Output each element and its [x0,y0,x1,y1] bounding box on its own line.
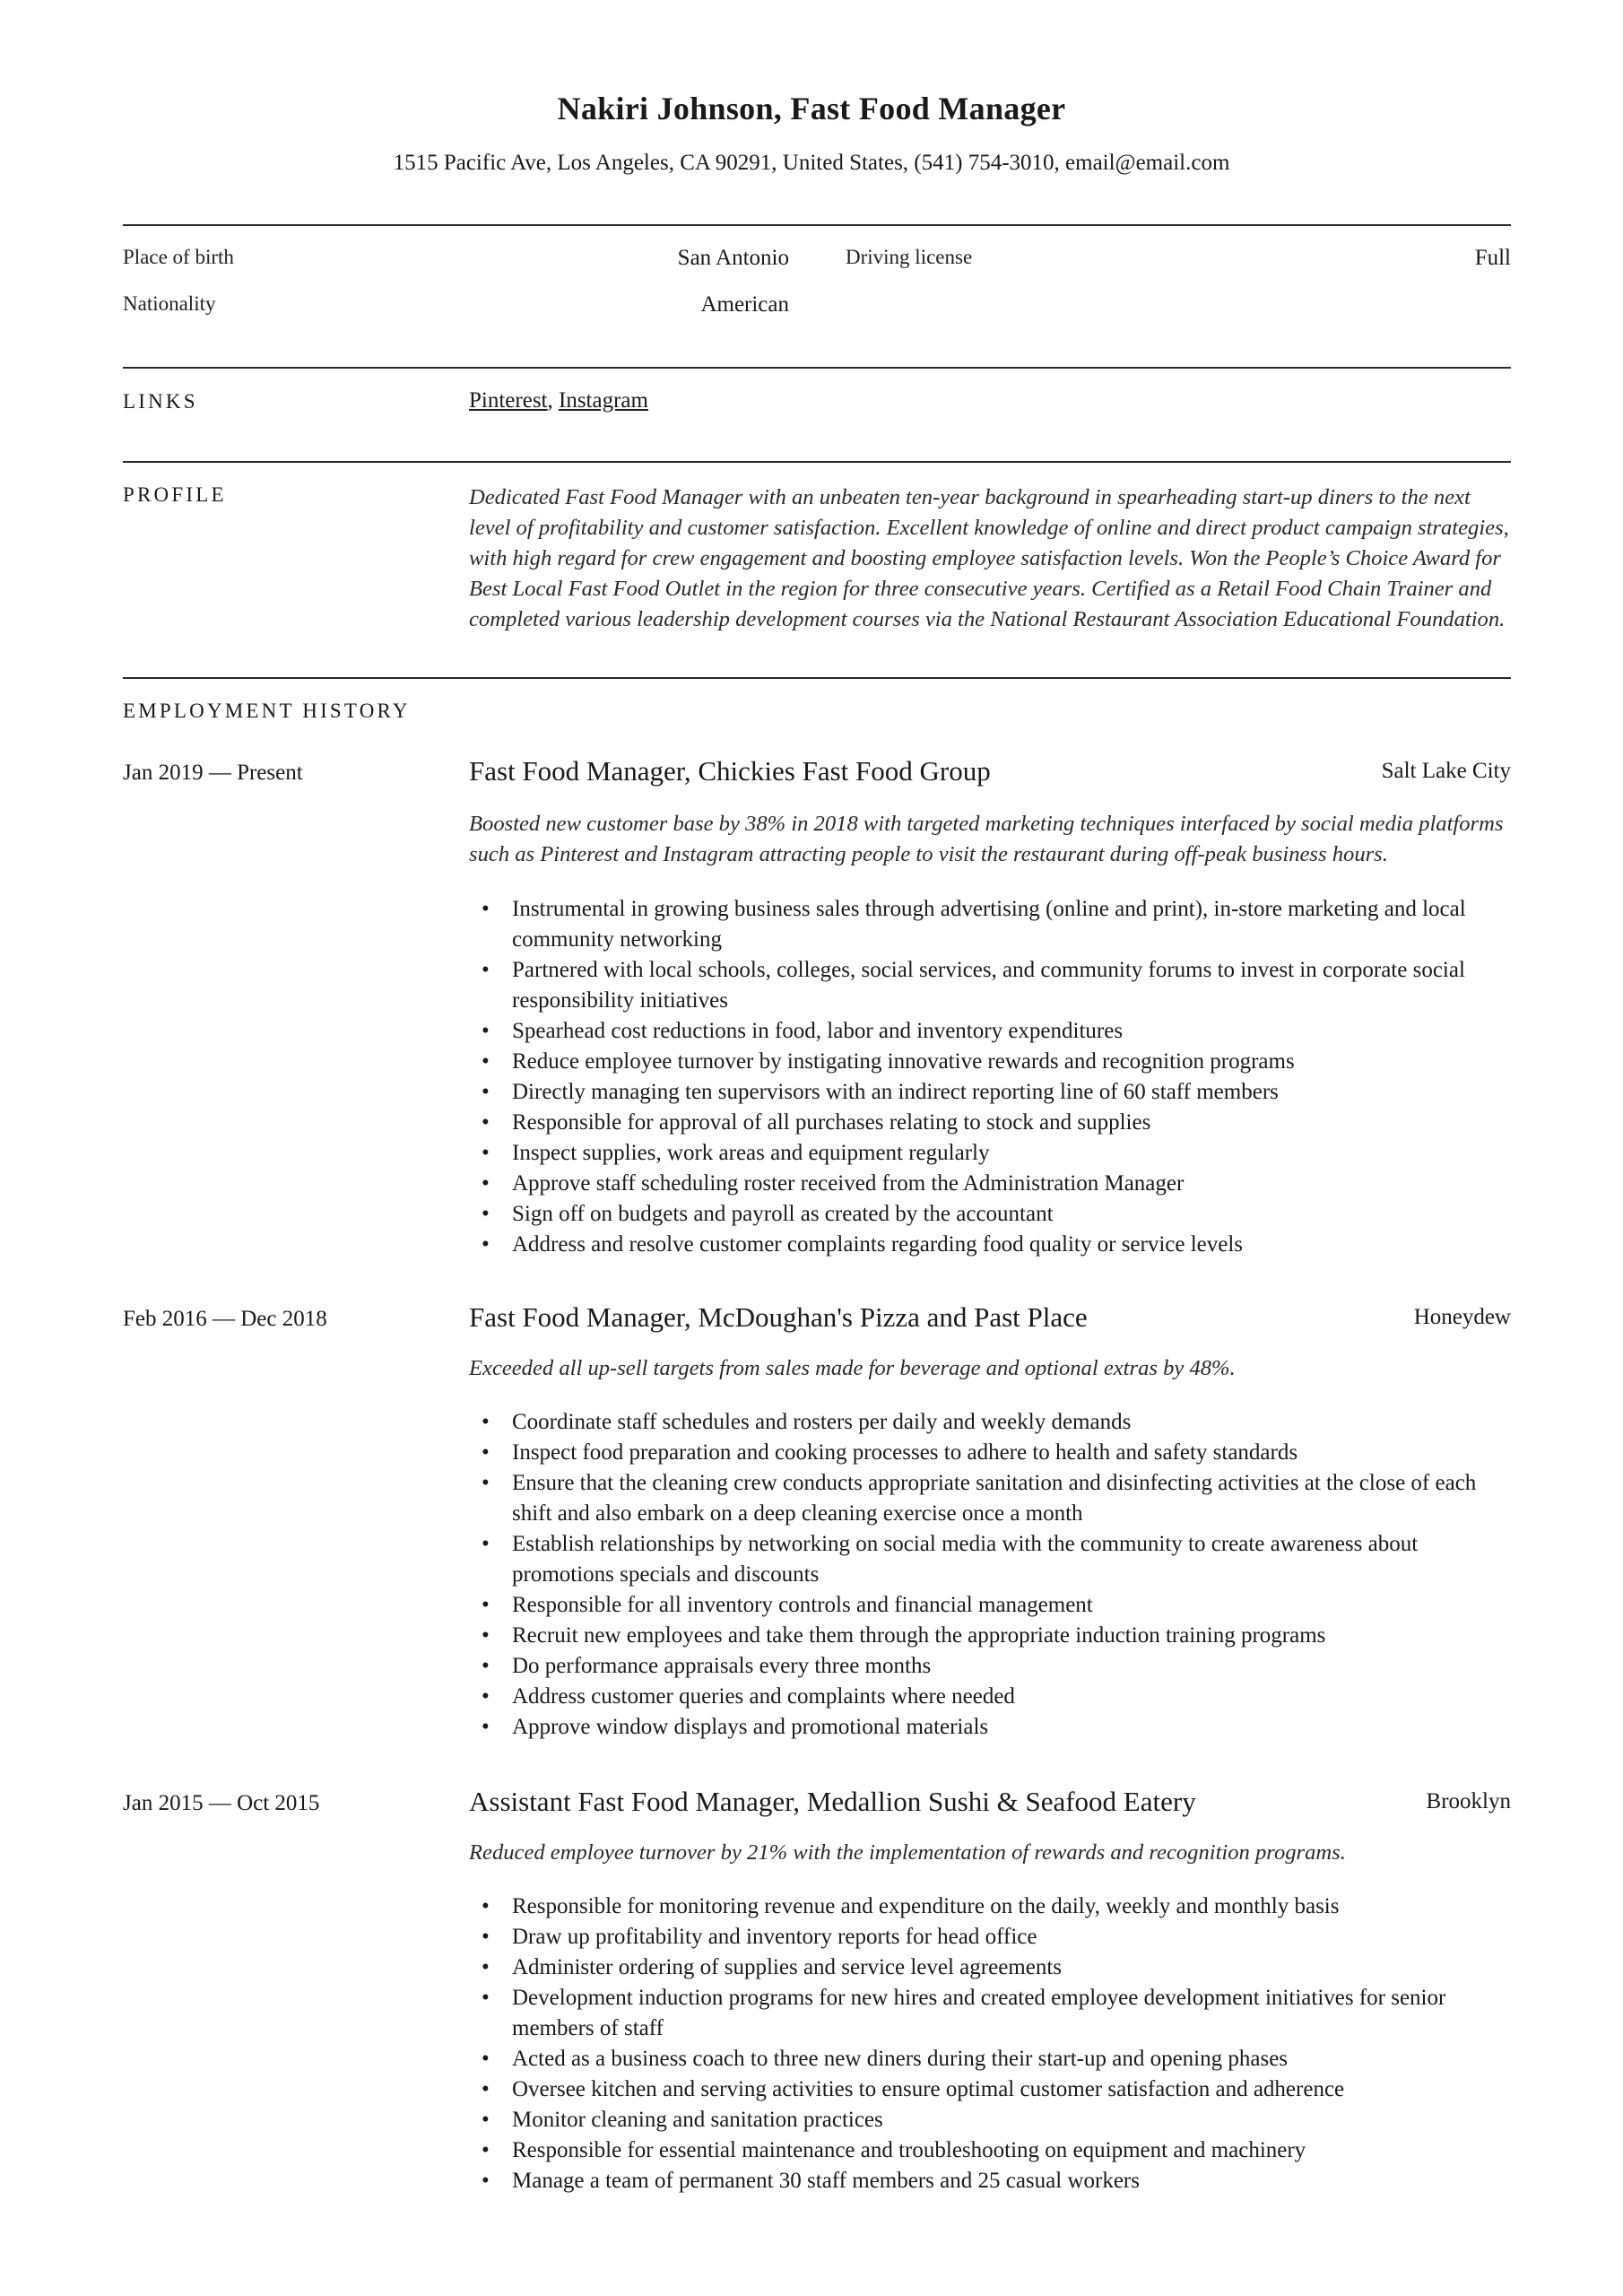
link-separator: , [547,388,559,413]
list-item-line: • Ensure that the cleaning crew conducts appropriate sanitation and disinfecting activities at the close of each [512,1471,1477,1495]
driving-license-label: Driving license [846,246,973,268]
list-item: • Manage a team of permanent 30 staff members and 25 casual workers [469,2166,1511,2196]
list-item-line: • Development induction programs for new hires and created employee development initiatives for senior [512,1986,1446,2010]
profile-line: with high regard for crew engagement and boosting employee satisfaction levels. Won the People’s Choice Award for [469,546,1501,570]
divider [123,677,1511,679]
list-item-line: members of staff [512,2016,664,2040]
place-of-birth-label: Place of birth [123,246,234,268]
divider [123,367,1511,369]
profile-line: Dedicated Fast Food Manager with an unbeaten ten-year background in spearheading start-up diners to the next [469,485,1471,509]
list-item [469,894,1511,955]
list-item [469,955,1511,1016]
list-item-line: shift and also embark on a deep cleaning exercise once a month [512,1501,1083,1526]
list-item: • Sign off on budgets and payroll as created by the accountant [469,1199,1511,1230]
list-item: • Recruit new employees and take them through the appropriate induction training programs [469,1621,1511,1651]
list-item: • Approve window displays and promotional materials [469,1712,1511,1743]
divider [123,461,1511,463]
list-item-line: • Partnered with local schools, colleges, social services, and community forums to invest in corporate social [512,958,1465,982]
job-city: Honeydew [1413,1305,1511,1329]
job-dates: Jan 2019 — Present [123,761,303,785]
job-summary-line: Reduced employee turnover by 21% with the implementation of rewards and recognition programs. [469,1840,1346,1865]
list-item: • Responsible for all inventory controls and financial management [469,1590,1511,1621]
list-item: • Coordinate staff schedules and rosters per daily and weekly demands [469,1407,1511,1438]
links-section-title: LINKS [123,390,198,413]
profile-line: completed various leadership development courses via the National Restaurant Association Educational Foundation. [469,607,1506,631]
list-item: • Responsible for monitoring revenue and expenditure on the daily, weekly and monthly basis [469,1892,1511,1922]
divider [123,224,1511,226]
job-summary [469,809,1511,870]
job-dates: Feb 2016 — Dec 2018 [123,1307,327,1331]
profile-line: Best Local Fast Food Outlet in the region for three consecutive years. Certified as a Retail Food Chain Trainer and [469,577,1492,601]
driving-license-value: Full [1474,246,1511,270]
job-title: Fast Food Manager, McDoughan's Pizza and Past Place [469,1301,1088,1333]
links-list [469,388,648,413]
job-summary-line: such as Pinterest and Instagram attracting people to visit the restaurant during off-peak business hours. [469,842,1388,866]
job-summary-line: Boosted new customer base by 38% in 2018 with targeted marketing techniques interfaced by social media platforms [469,812,1504,836]
place-of-birth-value: San Antonio [677,246,789,270]
list-item: • Oversee kitchen and serving activities to ensure optimal customer satisfaction and adherence [469,2074,1511,2105]
list-item: • Inspect food preparation and cooking processes to adhere to health and safety standards [469,1438,1511,1468]
list-item: • Directly managing ten supervisors with an indirect reporting line of 60 staff members [469,1077,1511,1108]
job-dates: Jan 2015 — Oct 2015 [123,1791,320,1815]
job-bullet-list [469,1407,1511,1743]
job-title: Assistant Fast Food Manager, Medallion Sushi & Seafood Eatery [469,1786,1196,1817]
nationality-value: American [700,292,789,317]
job-bullet-list [469,894,1511,1260]
job-summary [469,1353,1511,1384]
list-item-line: • Instrumental in growing business sales through advertising (online and print), in-store marketing and local [512,897,1466,921]
job-city: Salt Lake City [1381,759,1511,783]
list-item: • Monitor cleaning and sanitation practices [469,2105,1511,2135]
list-item: • Approve staff scheduling roster received from the Administration Manager [469,1169,1511,1199]
link-pinterest[interactable]: Pinterest [469,388,548,413]
link-instagram[interactable]: Instagram [559,388,648,413]
list-item [469,1983,1511,2044]
contact-line: 1515 Pacific Ave, Los Angeles, CA 90291, United States, (541) 754-3010, email@email.com [393,151,1230,175]
list-item-line: community networking [512,927,722,952]
profile-line: level of profitability and customer satisfaction. Excellent knowledge of online and direct product campaign strategies, [469,516,1509,540]
job-title: Fast Food Manager, Chickies Fast Food Group [469,755,991,787]
list-item: • Acted as a business coach to three new diners during their start-up and opening phases [469,2044,1511,2074]
job-summary [469,1838,1511,1868]
profile-text [469,483,1511,635]
list-item [469,1529,1511,1590]
list-item-line: responsibility initiatives [512,988,728,1013]
nationality-label: Nationality [123,292,216,315]
list-item: • Reduce employee turnover by instigating innovative rewards and recognition programs [469,1047,1511,1077]
list-item: • Do performance appraisals every three months [469,1651,1511,1682]
list-item: • Inspect supplies, work areas and equipment regularly [469,1138,1511,1169]
list-item-line: • Establish relationships by networking on social media with the community to create awareness about [512,1532,1419,1556]
list-item: • Administer ordering of supplies and service level agreements [469,1952,1511,1983]
job-bullet-list [469,1892,1511,2196]
list-item: • Address customer queries and complaints where needed [469,1682,1511,1712]
job-city: Brooklyn [1426,1789,1511,1813]
list-item: • Responsible for essential maintenance and troubleshooting on equipment and machinery [469,2135,1511,2166]
list-item-line: promotions specials and discounts [512,1562,820,1587]
job-summary-line: Exceeded all up-sell targets from sales made for beverage and optional extras by 48%. [469,1356,1236,1380]
employment-section-title: EMPLOYMENT HISTORY [123,700,411,722]
list-item: • Responsible for approval of all purchases relating to stock and supplies [469,1108,1511,1138]
resume-name-title: Nakiri Johnson, Fast Food Manager [557,91,1066,126]
list-item: • Draw up profitability and inventory reports for head office [469,1922,1511,1952]
profile-section-title: PROFILE [123,483,227,506]
list-item: • Address and resolve customer complaints regarding food quality or service levels [469,1230,1511,1260]
list-item [469,1468,1511,1529]
list-item: • Spearhead cost reductions in food, labor and inventory expenditures [469,1016,1511,1047]
